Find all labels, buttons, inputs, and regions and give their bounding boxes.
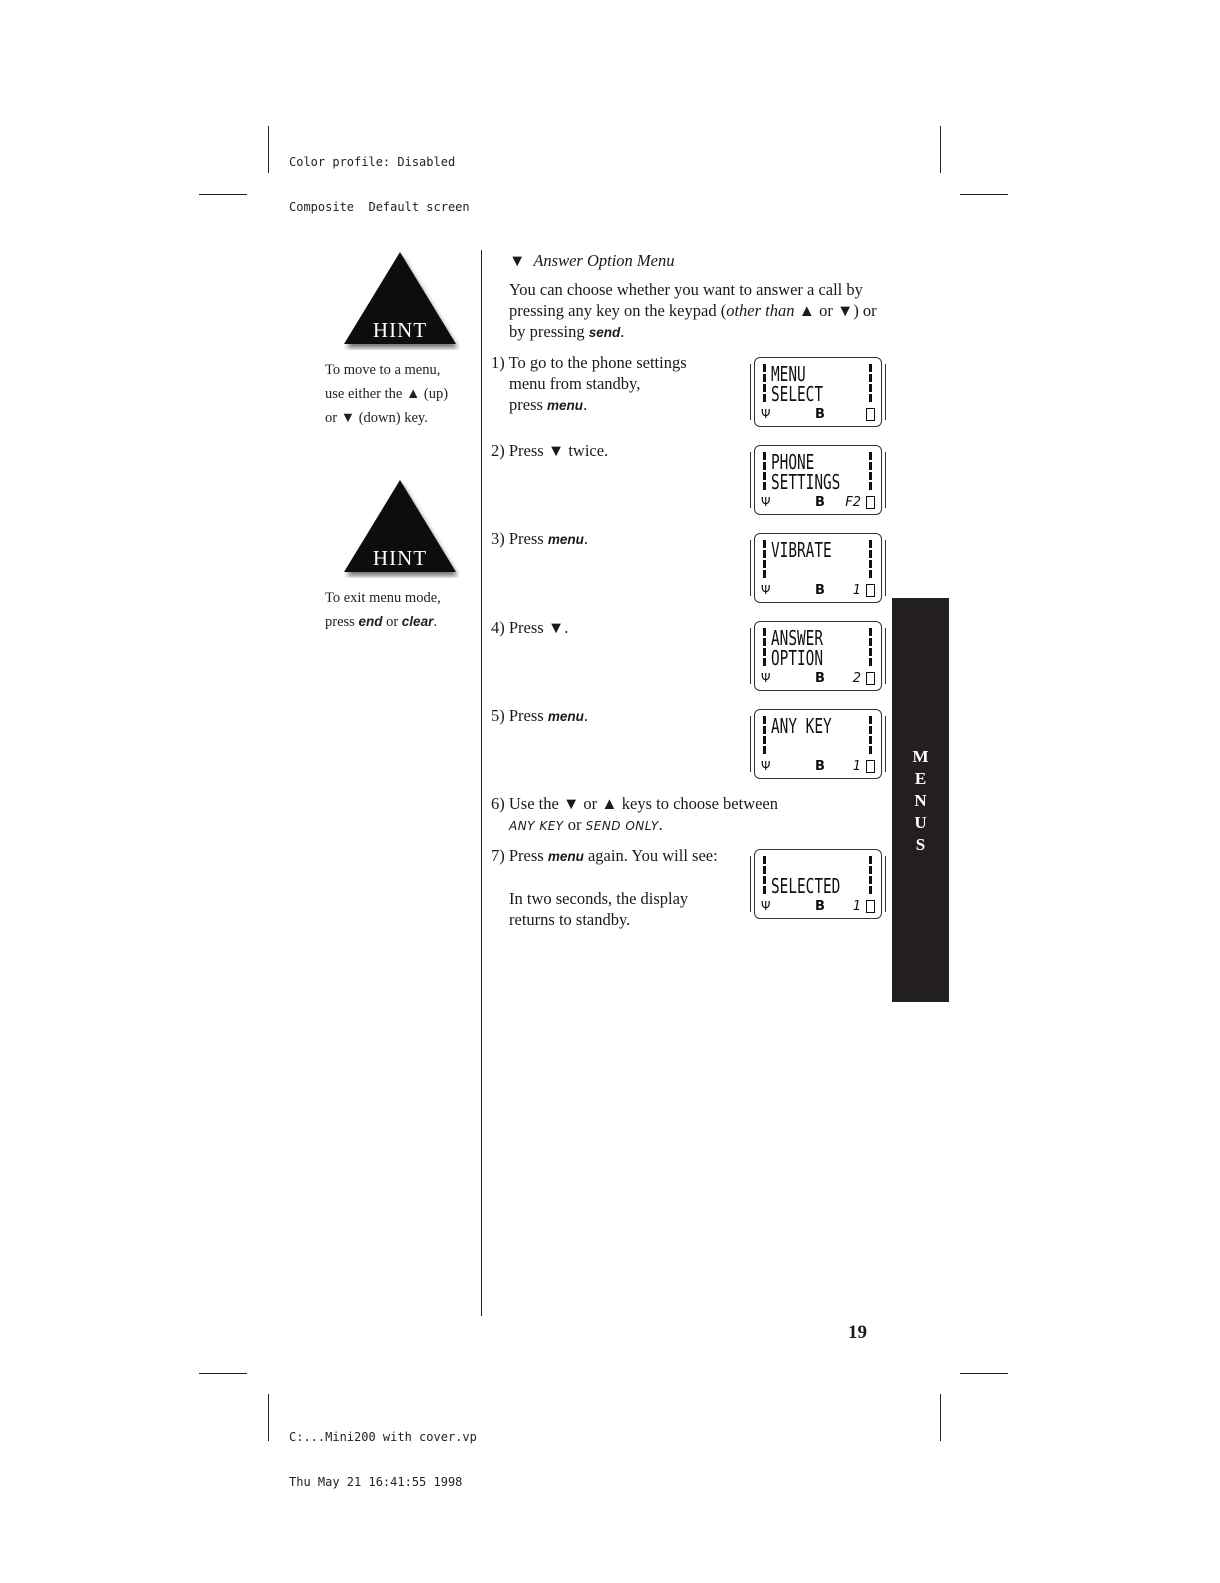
tab-letter: S (915, 835, 926, 854)
antenna-icon: Ψ (761, 583, 771, 597)
down-arrow-icon: ▼ (509, 251, 526, 270)
step-text: . (658, 815, 663, 834)
up-arrow-icon: ▲ (405, 386, 421, 402)
step-text: or (579, 794, 602, 813)
hint-badge (340, 478, 460, 578)
display-status-bar (761, 759, 875, 775)
antenna-icon: Ψ (761, 899, 771, 913)
step-text: Press (508, 618, 548, 637)
display-status-bar (761, 671, 875, 687)
step-line (491, 793, 778, 814)
status-number: 1 (852, 899, 861, 914)
phone-display (754, 709, 882, 779)
step-2 (491, 440, 608, 461)
display-frame-marks (763, 364, 767, 404)
hint-text (325, 358, 448, 430)
status-number: F2 (845, 495, 861, 510)
display-line-1: MENU (771, 362, 806, 386)
antenna-icon: Ψ (761, 671, 771, 685)
hint-text (325, 586, 441, 634)
step-line (491, 394, 687, 416)
footer-line-1: C:...Mini200 with cover.vp (289, 1430, 477, 1444)
step-text: . (583, 395, 588, 414)
header-line-2: Composite Default screen (289, 200, 470, 214)
tab-letter: M (912, 747, 929, 766)
hint-line (325, 382, 448, 406)
down-arrow-icon: ▼ (547, 441, 565, 460)
display-line-1: ANSWER (771, 626, 824, 650)
step-text: again. You will see: (583, 846, 718, 865)
section-intro (509, 279, 877, 343)
down-arrow-icon: ▼ (340, 410, 356, 426)
hint-fragment: . (433, 614, 437, 630)
display-line-2: SELECTED (771, 874, 841, 898)
battery-icon (866, 900, 875, 913)
antenna-icon: Ψ (761, 495, 771, 509)
step-text: twice. (564, 441, 609, 460)
column-divider (481, 250, 482, 1316)
step-number: 1) (491, 353, 505, 372)
hint-fragment: (down) key. (355, 410, 428, 426)
step-line (491, 352, 687, 373)
crop-mark (940, 126, 941, 173)
step-6 (491, 793, 778, 837)
step-text: Use the (508, 794, 563, 813)
step-1 (491, 352, 687, 416)
antenna-icon: Ψ (761, 407, 771, 421)
display-frame-marks (869, 364, 873, 404)
display-line-2: SETTINGS (771, 470, 841, 494)
step-text: Press (508, 441, 548, 460)
intro-line (509, 300, 877, 321)
step-text: . (564, 618, 569, 637)
display-line-1: VIBRATE (771, 538, 832, 562)
step-text: press (509, 395, 548, 414)
clear-key: clear (401, 614, 434, 629)
step-4 (491, 617, 568, 638)
crop-mark (268, 1394, 269, 1441)
step-line: returns to standby. (509, 910, 631, 929)
status-b: B (815, 407, 825, 422)
display-frame-marks (869, 716, 873, 756)
battery-icon (866, 496, 875, 509)
footer-line-2: Thu May 21 16:41:55 1998 (289, 1475, 463, 1489)
hint-label: HINT (372, 546, 428, 570)
tab-letter: E (914, 769, 927, 788)
intro-fragment: other than (726, 301, 795, 320)
hint-label: HINT (372, 318, 428, 342)
display-frame-marks (869, 856, 873, 896)
intro-fragment: or (814, 301, 837, 320)
hint-line: To move to a menu, (325, 362, 441, 378)
battery-icon (866, 672, 875, 685)
step-text: or (563, 815, 586, 834)
step-number: 2) (491, 441, 505, 460)
status-b: B (815, 671, 825, 686)
display-frame-marks (763, 540, 767, 580)
step-number: 6) (491, 794, 505, 813)
menu-key: menu (547, 532, 584, 547)
status-number: 1 (852, 583, 861, 598)
section-tab-label (892, 746, 949, 856)
phone-display (754, 533, 882, 603)
display-status-bar (761, 407, 875, 423)
crop-mark (940, 1394, 941, 1441)
step-text: To go to the phone settings (508, 353, 687, 372)
up-arrow-icon: ▲ (798, 301, 815, 320)
step-line: menu from standby, (509, 374, 641, 393)
down-arrow-icon: ▼ (836, 301, 854, 320)
header-line-1: Color profile: Disabled (289, 155, 456, 169)
step-7 (491, 845, 718, 930)
phone-display (754, 621, 882, 691)
page-number: 19 (848, 1322, 867, 1343)
status-b: B (815, 583, 825, 598)
hint-fragment: (up) (420, 386, 449, 402)
step-text: . (583, 529, 588, 548)
step-line (491, 845, 718, 867)
intro-fragment: by pressing (509, 322, 589, 341)
section-title-text: Answer Option Menu (533, 251, 675, 270)
step-text: Press (508, 846, 548, 865)
display-status-bar (761, 583, 875, 599)
option-send-only: SEND ONLY (585, 819, 659, 833)
crop-mark (268, 126, 269, 173)
step-3 (491, 528, 588, 550)
antenna-icon: Ψ (761, 759, 771, 773)
step-text: . (583, 706, 588, 725)
display-status-bar (761, 495, 875, 511)
status-b: B (815, 759, 825, 774)
status-number: 1 (852, 759, 861, 774)
intro-line (509, 321, 877, 343)
phone-display (754, 849, 882, 919)
section-tab (892, 598, 949, 1002)
display-frame-marks (763, 452, 767, 492)
intro-fragment: ) or (853, 301, 877, 320)
phone-display (754, 357, 882, 427)
display-frame-marks (763, 628, 767, 668)
step-line: In two seconds, the display (509, 889, 689, 908)
hint-badge (340, 250, 460, 350)
hint-fragment: press (325, 614, 359, 630)
display-line-1: PHONE (771, 450, 815, 474)
status-number: 2 (852, 671, 861, 686)
hint-fragment: or (382, 614, 402, 630)
menu-key: menu (547, 398, 584, 413)
hint-fragment: use either the (325, 386, 406, 402)
print-header (289, 125, 470, 230)
up-arrow-icon: ▲ (601, 794, 618, 813)
hint-line: To exit menu mode, (325, 590, 441, 606)
display-frame-marks (869, 452, 873, 492)
step-number: 5) (491, 706, 505, 725)
step-number: 4) (491, 618, 505, 637)
display-status-bar (761, 899, 875, 915)
intro-fragment: pressing any key on the keypad ( (509, 301, 727, 320)
display-line-2: SELECT (771, 382, 824, 406)
battery-icon (866, 408, 875, 421)
display-line-1: ANY KEY (771, 714, 832, 738)
intro-fragment: . (620, 322, 625, 341)
menu-key: menu (547, 849, 584, 864)
end-key: end (358, 614, 383, 629)
display-frame-marks (869, 540, 873, 580)
step-text: Press (508, 706, 548, 725)
display-frame-marks (869, 628, 873, 668)
step-number: 3) (491, 529, 505, 548)
status-b: B (815, 899, 825, 914)
step-5 (491, 705, 588, 727)
print-footer (289, 1400, 477, 1505)
hint-line (325, 610, 441, 634)
step-number: 7) (491, 846, 505, 865)
display-frame-marks (763, 856, 767, 896)
send-key: send (588, 325, 621, 340)
hint-fragment: or (325, 410, 341, 426)
battery-icon (866, 760, 875, 773)
section-title (509, 250, 675, 271)
crop-mark (199, 1373, 247, 1374)
down-arrow-icon: ▼ (547, 618, 565, 637)
step-line (491, 814, 778, 837)
status-b: B (815, 495, 825, 510)
phone-display (754, 445, 882, 515)
tab-letter: N (914, 791, 927, 810)
step-text: Press (508, 529, 548, 548)
menu-key: menu (547, 709, 584, 724)
display-line-2: OPTION (771, 646, 824, 670)
tab-letter: U (914, 813, 927, 832)
down-arrow-icon: ▼ (562, 794, 580, 813)
step-text: keys to choose between (617, 794, 779, 813)
intro-line: You can choose whether you want to answer a call by (509, 280, 863, 299)
display-frame-marks (763, 716, 767, 756)
crop-mark (960, 1373, 1008, 1374)
crop-mark (960, 194, 1008, 195)
crop-mark (199, 194, 247, 195)
option-any-key: ANY KEY (509, 819, 564, 833)
hint-line (325, 406, 448, 430)
battery-icon (866, 584, 875, 597)
